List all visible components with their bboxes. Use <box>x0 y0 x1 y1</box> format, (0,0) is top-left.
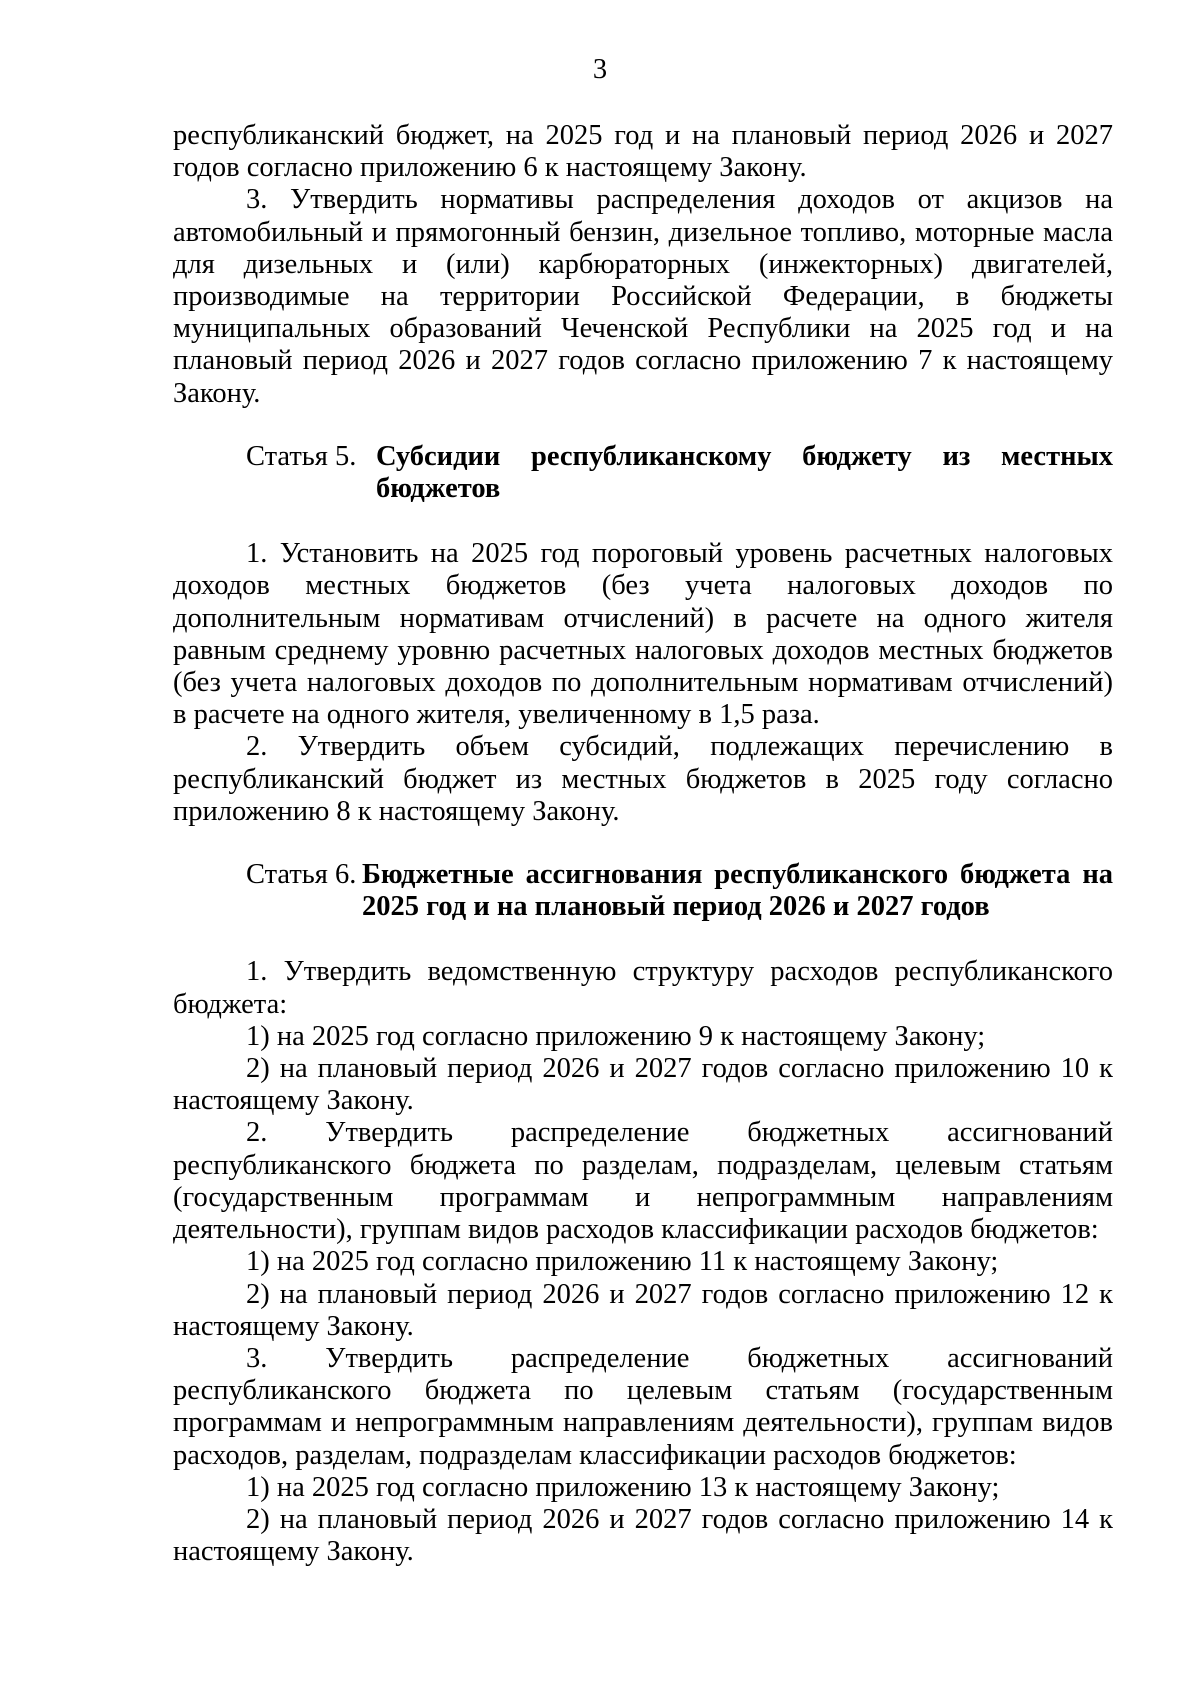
article-6-item: 1) на 2025 год согласно приложению 13 к настоящему Закону; <box>246 1471 1000 1503</box>
article-6-item: 1) на 2025 год согласно приложению 9 к настоящему Закону; <box>246 1020 986 1052</box>
article-6-title: Бюджетные ассигнования республиканского бюджета на 2025 год и на плановый период 2026 и 2027 годов <box>362 859 1113 923</box>
paragraph-item-3: 3. Утвердить нормативы распределения доходов от акцизов на автомобильный и прямогонный бензин, дизельное топливо, моторные масла для дизельных и (или) карбюраторных (инжекторных) двигателей, производимые на территории Российской Федерации, в бюджеты муниципальных образований Чеченской Республики на 2025 год и на плановый период 2026 и 2027 годов согласно приложению 7 к настоящему Закону. <box>173 184 1113 409</box>
article-6-item: 1) на 2025 год согласно приложению 11 к настоящему Закону; <box>246 1246 999 1278</box>
article-5-item: 1. Установить на 2025 год пороговый уровень расчетных налоговых доходов местных бюджетов (без учета налоговых доходов по дополнительным нормативам отчислений) в расчете на одного жителя равным среднему уровню расчетных налоговых доходов местных бюджетов (без учета налоговых доходов по дополнительным нормативам отчислений) в расчете на одного жителя, увеличенному в 1,5 раза. <box>173 538 1113 731</box>
article-5-title: Субсидии республиканскому бюджету из местных бюджетов <box>376 440 1113 505</box>
article-6-heading <box>173 859 1113 923</box>
article-6-item: 2) на плановый период 2026 и 2027 годов согласно приложению 10 к настоящему Закону. <box>173 1053 1113 1117</box>
article-6-item: 2) на плановый период 2026 и 2027 годов согласно приложению 14 к настоящему Закону. <box>173 1503 1113 1568</box>
article-6-label: Статья 6. <box>246 859 357 891</box>
article-6-item: 1. Утвердить ведомственную структуру расходов республиканского бюджета: <box>173 956 1113 1020</box>
article-5-heading <box>173 441 1113 505</box>
paragraph-continuation: республиканский бюджет, на 2025 год и на плановый период 2026 и 2027 годов согласно приложению 6 к настоящему Закону. <box>173 120 1113 184</box>
document-body <box>173 120 1113 1568</box>
article-5-item: 2. Утвердить объем субсидий, подлежащих перечислению в республиканский бюджет из местных бюджетов в 2025 году согласно приложению 8 к настоящему Закону. <box>173 731 1113 827</box>
article-6-item: 3. Утвердить распределение бюджетных ассигнований республиканского бюджета по целевым статьям (государственным программам и непрограммным направлениям деятельности), группам видов расходов, разделам, подразделам классификации расходов бюджетов: <box>173 1342 1113 1471</box>
article-5-label: Статья 5. <box>246 440 357 472</box>
page-number: 3 <box>592 54 608 85</box>
article-6-item: 2. Утвердить распределение бюджетных ассигнований республиканского бюджета по разделам, подразделам, целевым статьям (государственным программам и непрограммным направлениям деятельности), группам видов расходов классификации расходов бюджетов: <box>173 1117 1113 1246</box>
article-6-item: 2) на плановый период 2026 и 2027 годов согласно приложению 12 к настоящему Закону. <box>173 1278 1113 1342</box>
